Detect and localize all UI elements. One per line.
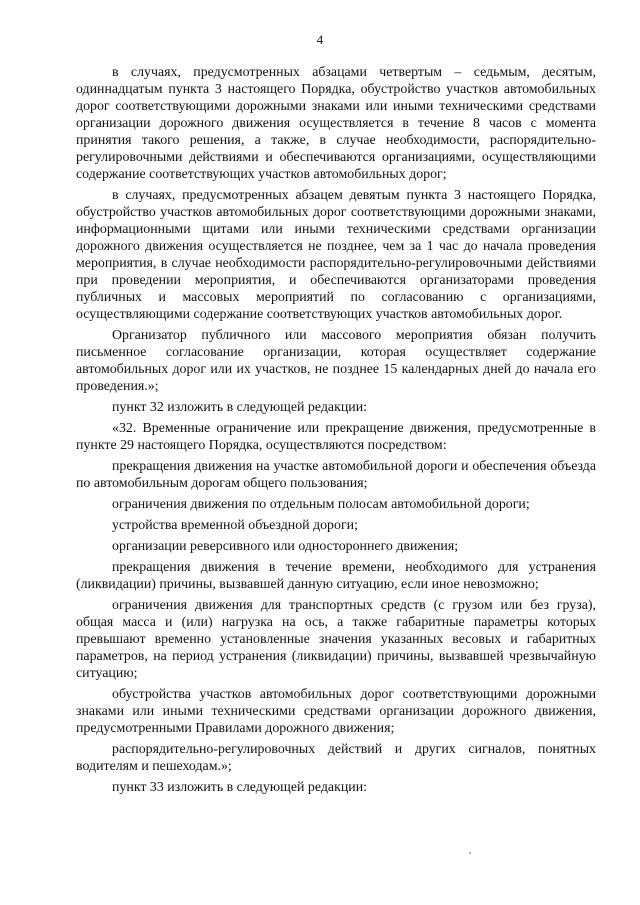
paragraph: в случаях, предусмотренных абзацем девятым пункта 3 настоящего Порядка, обустройство участков автомобильных дорог соответствующими дорожными знаками, информационными щитами или иными техническими средствами организации дорожного движения осуществляется не позднее, чем за 1 час до начала проведения мероприятия, в случае необходимости распорядительно-регулировочными действиями при проведении мероприятия, и обеспечиваются организаторами проведения публичных и массовых мероприятий по согласованию с организациями, осуществляющими содержание соответствующих участков автомобильных дорог. (76, 188, 596, 322)
paragraph: прекращения движения в течение времени, необходимого для устранения (ликвидации) причины, вызвавшей данную ситуацию, если иное невозможно; (76, 560, 596, 592)
paragraph: «32. Временные ограничение или прекращение движения, предусмотренные в пункте 29 настоящего Порядка, осуществляются посредством: (76, 421, 596, 453)
paragraph: Организатор публичного или массового мероприятия обязан получить письменное согласование организации, которая осуществляет содержание автомобильных дорог или их участков, не позднее 15 календарных дней до начала его проведения.»; (76, 328, 596, 394)
scan-speck (469, 852, 471, 854)
document-body (76, 64, 596, 800)
paragraph: устройства временной объездной дороги; (112, 518, 358, 533)
paragraph: в случаях, предусмотренных абзацами четвертым – седьмым, десятым, одиннадцатым пункта 3 настоящего Порядка, обустройство участков автомобильных дорог соответствующими дорожными знаками или иными техническими средствами организации дорожного движения осуществляется в течение 8 часов с момента принятия такого решения, а также, в случае необходимости, распорядительно-регулировочными действиями и обеспечиваются организациями, осуществляющими содержание соответствующих участков автомобильных дорог; (76, 65, 596, 182)
page-number: 4 (316, 32, 324, 47)
paragraph: пункт 32 изложить в следующей редакции: (112, 400, 367, 415)
paragraph: прекращения движения на участке автомобильной дороги и обеспечения объезда по автомобильным дорогам общего пользования; (76, 459, 596, 491)
paragraph: обустройства участков автомобильных дорог соответствующими дорожными знаками или иными техническими средствами организации дорожного движения, предусмотренными Правилами дорожного движения; (76, 687, 596, 736)
paragraph: пункт 33 изложить в следующей редакции: (112, 780, 367, 795)
paragraph: распорядительно-регулировочных действий и других сигналов, понятных водителям и пешеходам.»; (76, 742, 596, 774)
paragraph: организации реверсивного или одностороннего движения; (112, 539, 459, 554)
paragraph: ограничения движения для транспортных средств (с грузом или без груза), общая масса и (или) нагрузка на ось, а также габаритные параметры которых превышают временно установленные значения указанных весовых и габаритных параметров, на период устранения (ликвидации) причины, вызвавшей чрезвычайную ситуацию; (76, 598, 596, 681)
paragraph: ограничения движения по отдельным полосам автомобильной дороги; (112, 497, 530, 512)
